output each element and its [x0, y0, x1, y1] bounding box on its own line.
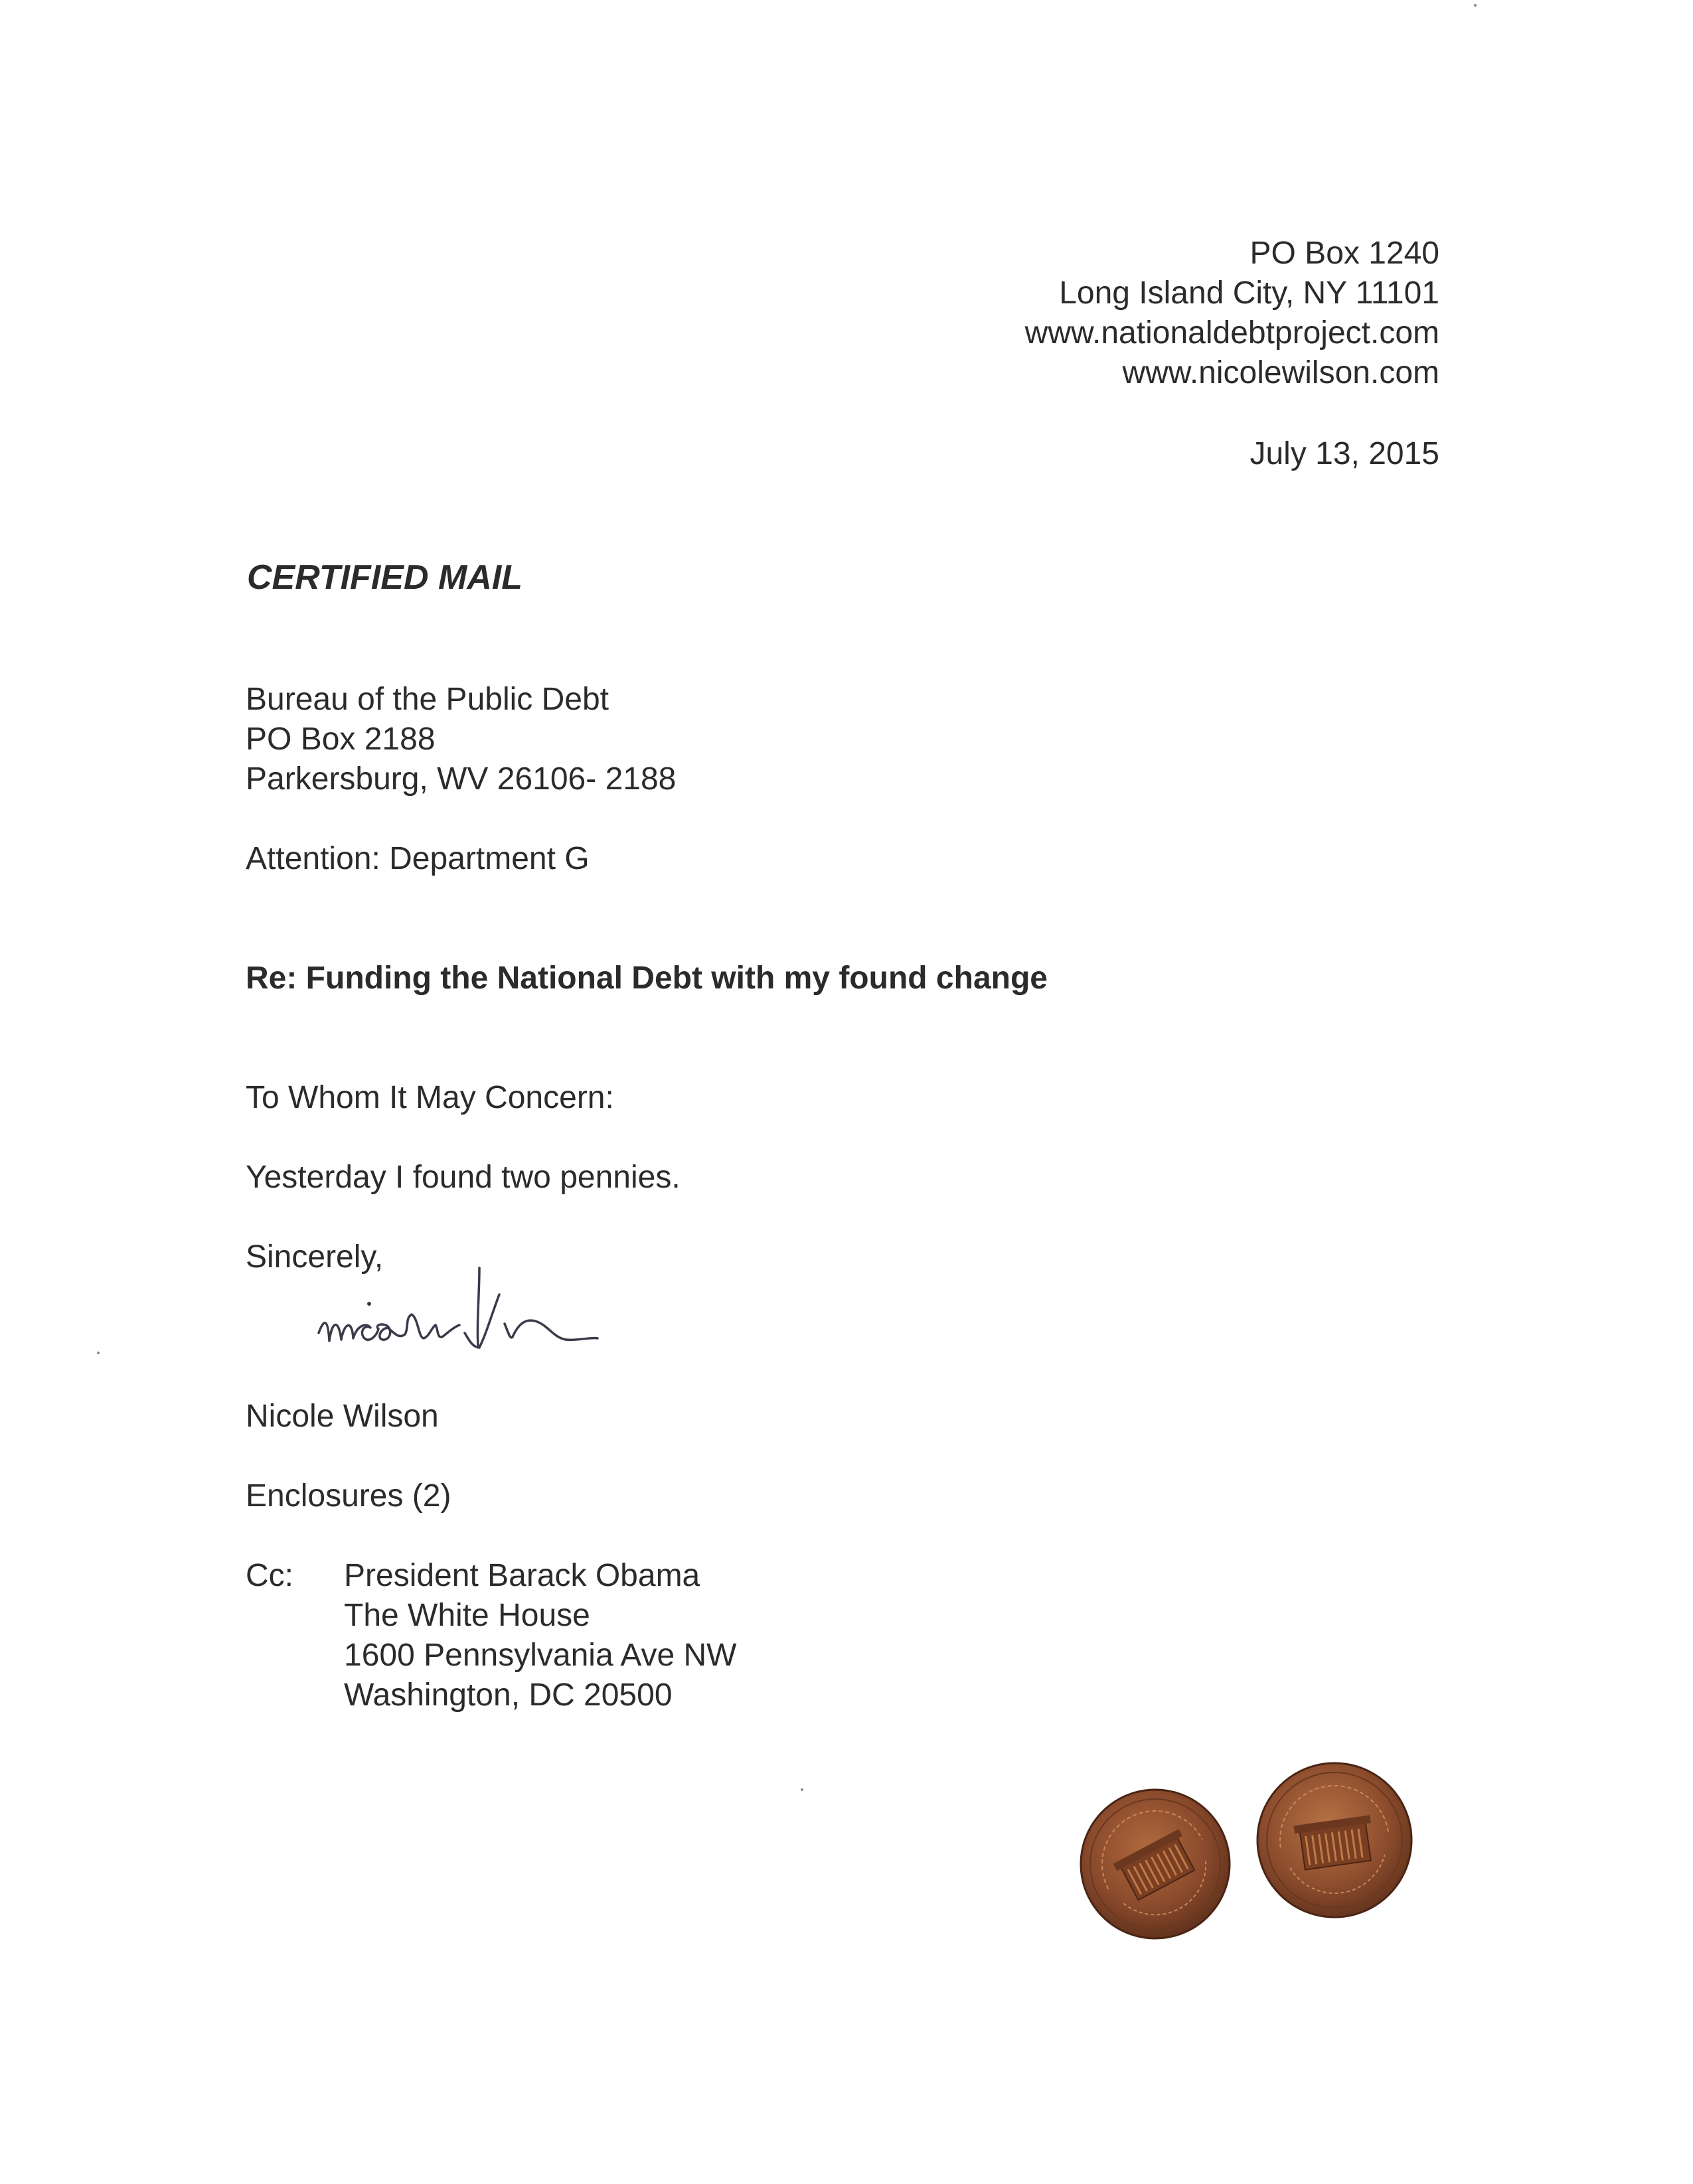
recipient-org: Bureau of the Public Debt	[246, 682, 609, 717]
recipient-address	[246, 680, 676, 799]
cc-org: The White House	[344, 1598, 590, 1633]
scan-speck	[97, 1352, 100, 1354]
closing: Sincerely,	[246, 1239, 384, 1275]
sender-website-2: www.nicolewilson.com	[1122, 355, 1439, 390]
sender-website-1: www.nationaldebtproject.com	[1024, 315, 1439, 351]
subject-line: Re: Funding the National Debt with my found change	[246, 961, 1048, 996]
attention-line: Attention: Department G	[246, 841, 590, 876]
penny-left	[1076, 1784, 1235, 1944]
recipient-po-box: PO Box 2188	[246, 722, 436, 757]
scan-speck	[1474, 4, 1477, 7]
cc-label: Cc:	[246, 1558, 293, 1593]
sender-address	[1025, 234, 1439, 393]
sender-city: Long Island City, NY 11101	[1059, 275, 1439, 311]
enclosures-line: Enclosures (2)	[246, 1478, 451, 1514]
salutation: To Whom It May Concern:	[246, 1080, 614, 1115]
cc-address	[344, 1556, 736, 1715]
handwritten-signature	[305, 1255, 690, 1374]
letter-date: July 13, 2015	[1250, 436, 1439, 471]
certified-mail-heading: CERTIFIED MAIL	[247, 558, 523, 597]
signer-name: Nicole Wilson	[246, 1399, 439, 1434]
penny-right	[1252, 1758, 1417, 1922]
sender-po-box: PO Box 1240	[1250, 236, 1439, 271]
cc-city: Washington, DC 20500	[344, 1677, 673, 1713]
scan-speck	[801, 1788, 803, 1791]
cc-street: 1600 Pennsylvania Ave NW	[344, 1638, 737, 1673]
cc-name: President Barack Obama	[344, 1558, 700, 1593]
letter-body: Yesterday I found two pennies.	[246, 1160, 681, 1195]
recipient-city: Parkersburg, WV 26106- 2188	[246, 761, 677, 797]
